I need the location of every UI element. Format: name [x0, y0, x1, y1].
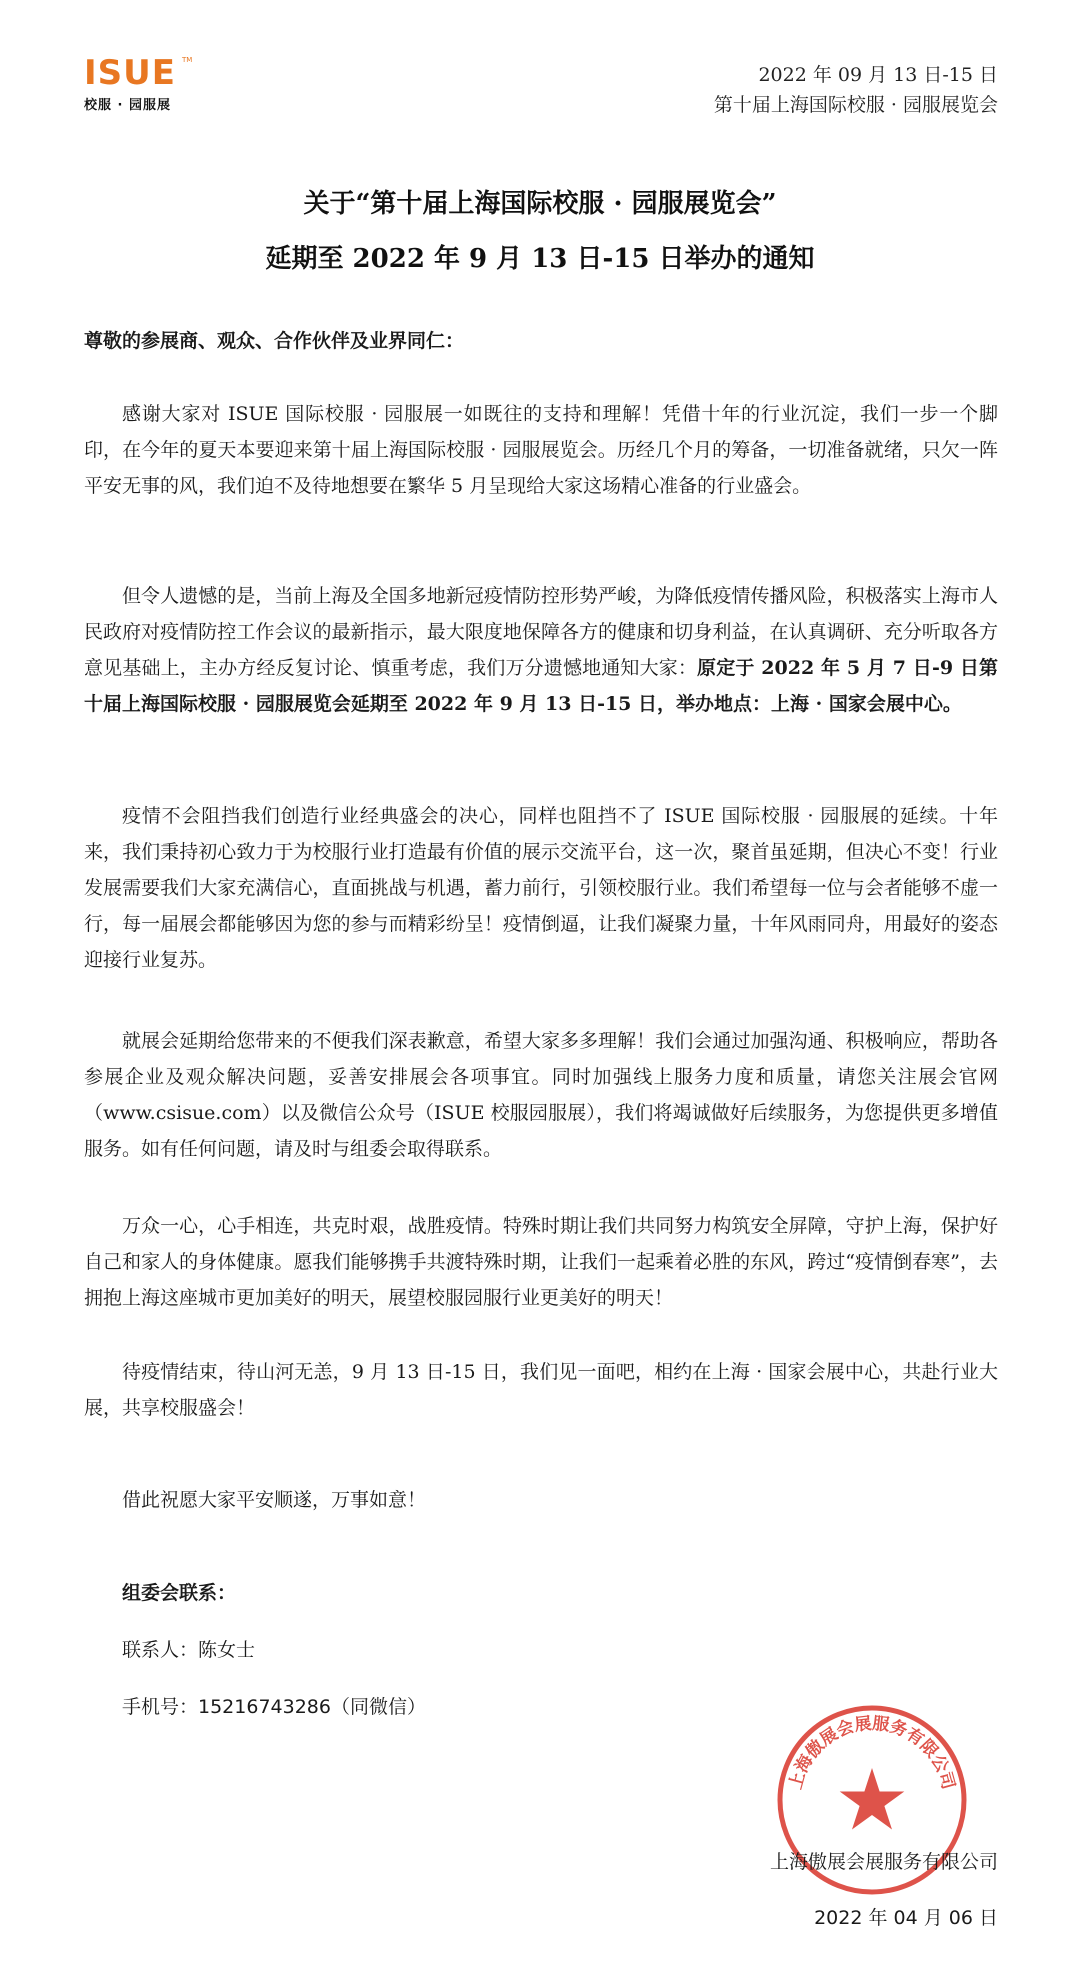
header-event: 第十届上海国际校服 · 园服展览会 — [713, 94, 998, 116]
company-name: 上海傲展会展服务有限公司 — [769, 1851, 998, 1873]
salutation: 尊敬的参展商、观众、合作伙伴及业界同仁： — [84, 330, 465, 352]
header-info — [714, 60, 998, 120]
seal-star-icon — [840, 1768, 905, 1830]
notice-title-line2: 延期至 2022 年 9 月 13 日-15 日举办的通知 — [265, 244, 815, 274]
paragraph-7: 借此祝愿大家平安顺遂，万事如意！ — [122, 1489, 427, 1511]
isue-logo — [84, 53, 194, 116]
paragraph-2-bold: 原定于 2022 年 5 月 7 日-9 日第十届上海国际校服 · 园服展览会延期至 2022 年 9 月 13 日-15 日，举办地点：上海 · 国家会展中心。 — [84, 657, 998, 715]
contact-title: 组委会联系： — [122, 1582, 237, 1604]
paragraph-1: 感谢大家对 ISUE 国际校服 · 园服展一如既往的支持和理解！凭借十年的行业沉淀，我们一步一个脚印，在今年的夏天本要迎来第十届上海国际校服 · 园服展览会。历经几个月的筹备，一切准备就绪，只欠一阵平安无事的风，我们迫不及待地想要在繁华 5 月呈现给大家这场精心准备的行业盛会。 — [84, 403, 998, 497]
paragraph-5: 万众一心，心手相连，共克时艰，战胜疫情。特殊时期让我们共同努力构筑安全屏障，守护上海，保护好自己和家人的身体健康。愿我们能够携手共渡特殊时期，让我们一起乘着必胜的东风，跨过“疫情倒春寒”，去拥抱上海这座城市更加美好的明天，展望校服园服行业更美好的明天！ — [84, 1215, 998, 1309]
issue-date: 2022 年 04 月 06 日 — [814, 1907, 998, 1929]
notice-title-line1: 关于“第十届上海国际校服 · 园服展览会” — [303, 189, 777, 219]
seal-text-path: 上海傲展会展服务有限公司 — [785, 1713, 959, 1792]
paragraph-2 — [84, 578, 998, 722]
logo-tm: TM — [182, 56, 193, 64]
logo-text: ISUE — [84, 53, 176, 93]
logo-subtitle: 校服 · 园服展 — [84, 98, 171, 113]
contact-phone: 手机号：15216743286（同微信） — [122, 1696, 426, 1718]
paragraph-3: 疫情不会阻挡我们创造行业经典盛会的决心，同样也阻挡不了 ISUE 国际校服 · 园服展的延续。十年来，我们秉持初心致力于为校服行业打造最有价值的展示交流平台，这一次，聚首虽延期，但决心不变！行业发展需要我们大家充满信心，直面挑战与机遇，蓄力前行，引领校服行业。我们希望每一位与会者能够不虚一行，每一届展会都能够因为您的参与而精彩纷呈！疫情倒逼，让我们凝聚力量，十年风雨同舟，用最好的姿态迎接行业复苏。 — [84, 805, 998, 971]
paragraph-4: 就展会延期给您带来的不便我们深表歉意，希望大家多多理解！我们会通过加强沟通、积极响应，帮助各参展企业及观众解决问题，妥善安排展会各项事宜。同时加强线上服务力度和质量，请您关注展会官网（www.csisue.com）以及微信公众号（ISUE 校服园服展），我们将竭诚做好后续服务，为您提供更多增值服务。如有任何问题，请及时与组委会取得联系。 — [84, 1030, 998, 1160]
header-date: 2022 年 09 月 13 日-15 日 — [758, 64, 998, 86]
paragraph-6: 待疫情结束，待山河无恙，9 月 13 日-15 日，我们见一面吧，相约在上海 · 国家会展中心，共赴行业大展，共享校服盛会！ — [84, 1361, 998, 1419]
logo-mark — [84, 53, 194, 93]
paragraph-2-text: 但令人遗憾的是，当前上海及全国多地新冠疫情防控形势严峻，为降低疫情传播风险，积极落实上海市人民政府对疫情防控工作会议的最新指示，最大限度地保障各方的健康和切身利益，在认真调研、充分听取各方意见基础上，主办方经反复讨论、慎重考虑，我们万分遗憾地通知大家： — [84, 585, 998, 679]
contact-person: 联系人：陈女士 — [122, 1639, 256, 1661]
